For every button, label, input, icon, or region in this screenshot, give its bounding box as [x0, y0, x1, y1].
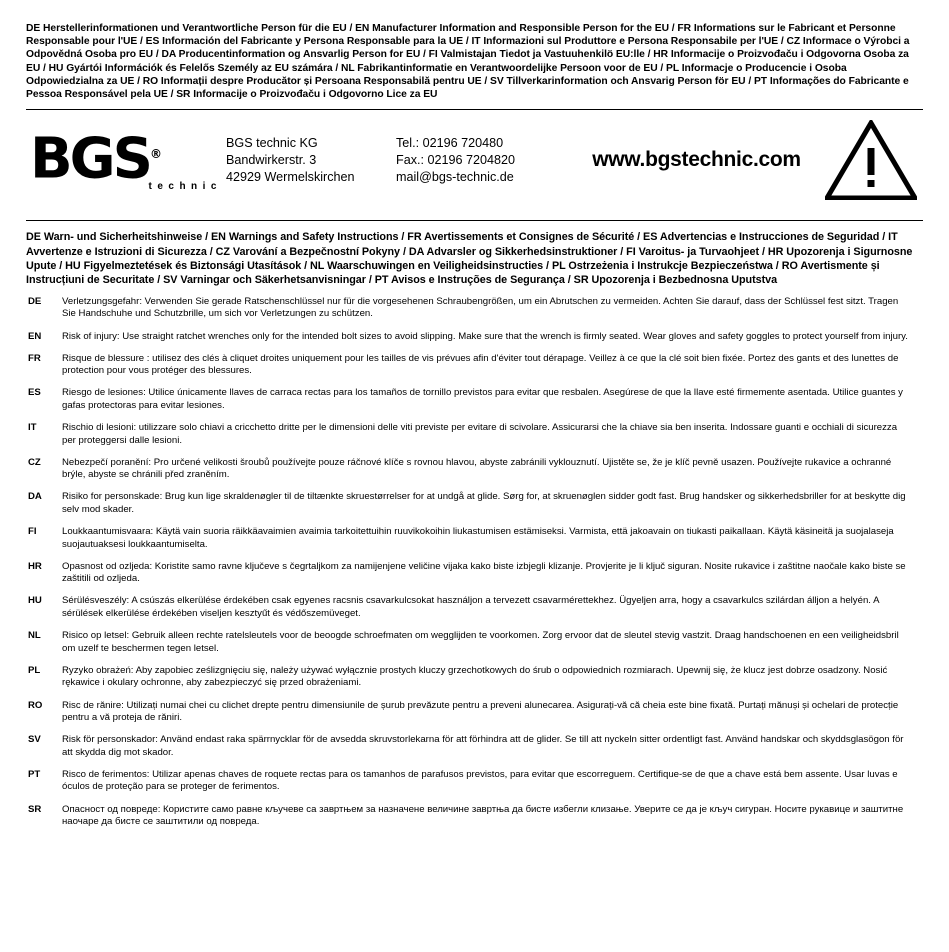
instruction-text: Nebezpečí poranění: Pro určené velikosti šroubů používejte pouze ráčnové klíče s rovnou hlavou, abyste zabránili vyklouznutí. Ujistěte se, že je klíč pevně usazen. Používejte rukavice a ochranné brýle, abyste se chránili před zraněním.: [62, 456, 892, 481]
company-address: [226, 135, 396, 186]
instruction-row: [26, 769, 923, 794]
instruction-language-code: ES: [28, 387, 41, 399]
instruction-row: [26, 561, 923, 586]
instruction-text: Risk för personskador: Använd endast raka spärrnycklar för de avsedda skruvstorlekarna för att förhindra att de glider. Se till att nyckeln sitter ordentligt fast. Använd handskar och skyddsglasögon för att skydda dig mot skador.: [62, 734, 904, 758]
instruction-language-code: FI: [28, 526, 37, 538]
instruction-language-code: PL: [28, 664, 41, 676]
bgs-logo: [26, 126, 226, 192]
instruction-language-code: EN: [28, 330, 42, 342]
instruction-row: [26, 700, 923, 725]
instruction-text: Опасност од повреде: Користите само равне кључеве са завртњем за назначене величине завртња да бисте избегли клизање. Уверите се да је кључ сигуран. Носите рукавице и заштитне наочаре да бисте се заштитили од повреда.: [62, 803, 904, 828]
instruction-language-code: SR: [28, 803, 42, 815]
instruction-language-code: CZ: [28, 456, 41, 468]
instructions-list: [26, 288, 923, 829]
instruction-text: Ryzyko obrażeń: Aby zapobiec ześlizgnięciu się, należy używać wyłącznie prostych kluczy grzechotkowych do śrub o odpowiednich rozmiarach. Upewnij się, że klucz jest dobrze osadzony. Nosić rękawice i okulary ochronne, aby zabezpieczyć się przed obrażeniami.: [62, 664, 888, 689]
instruction-text: Loukkaantumisvaara: Käytä vain suoria räikkäavaimien avaimia tarkoitettuihin ruuvikokoihin liukastumisen estämiseksi. Varmista, että jakoavain on tiukasti paikallaan. Käytä käsineitä ja suojalaseja suojautuaksesi loukkaantumiselta.: [62, 526, 894, 550]
instruction-language-code: RO: [28, 699, 43, 711]
instruction-row: [26, 665, 923, 690]
instruction-text: Risico op letsel: Gebruik alleen rechte ratelsleutels voor de beoogde schroefmaten om wegglijden te voorkomen. Zorg ervoor dat de sleutel stevig vastzit. Draag handschoenen en een veiligheidsbril om uzelf te beschermen tegen letsel.: [62, 630, 899, 654]
logo-text: BGS: [30, 126, 150, 192]
instruction-row: [26, 491, 923, 516]
instruction-row: [26, 526, 923, 551]
instruction-language-code: PT: [28, 768, 41, 780]
instruction-row: [26, 353, 923, 378]
instruction-row: [26, 331, 923, 344]
warnings-heading: DE Warn- und Sicherheitshinweise / EN Warnings and Safety Instructions / FR Avertissements et Consignes de Sécurité / ES Advertencias e Instrucciones de Seguridad / IT Avvertenze e Istruzioni di Sicurezza / CZ Varování a Bezpečnostní Pokyny / DA Advarsler og Sikkerhedsinstruktioner / FI Varoitus- ja Turvaohjeet / HR Upozorenja i Sigurnosne Upute / HU Figyelmeztetések és Biztonsági Utasítások / NL Waarschuwingen en Veiligheidsinstructies / PL Ostrzeżenia i Instrukcje Bezpieczeństwa / RO Avertismente și Instrucțiuni de Securitate / SV Varningar och Säkerhetsanvisningar / PT Avisos e Instruções de Segurança / SR Upozorenja i Bezbednosna Uputstva: [26, 231, 913, 287]
instruction-language-code: DA: [28, 491, 42, 503]
instruction-language-code: DE: [28, 295, 42, 307]
warning-triangle-icon: [825, 120, 917, 200]
instruction-text: Risk of injury: Use straight ratchet wrenches only for the intended bolt sizes to avoid slipping. Make sure that the wrench is firmly seated. Wear gloves and safety goggles to protect yourself from injury.: [62, 330, 908, 342]
instruction-row: [26, 457, 923, 482]
company-info-band: [26, 110, 923, 212]
instruction-row: [26, 804, 923, 829]
company-email[interactable]: mail@bgs-technic.de: [396, 169, 514, 184]
instruction-row: [26, 387, 923, 412]
instruction-language-code: FR: [28, 352, 41, 364]
instruction-language-code: NL: [28, 630, 41, 642]
instruction-text: Rischio di lesioni: utilizzare solo chiavi a cricchetto dritte per le dimensioni delle viti previste per evitare di scivolare. Assicurarsi che la chiave sia ben inserita. Indossare guanti e occhiali di sicurezza per proteggersi dalle lesioni.: [62, 422, 898, 446]
instruction-text: Riesgo de lesiones: Utilice únicamente llaves de carraca rectas para los tamaños de tornillo previstos para evitar que resbalen. Asegúrese de que la llave esté firmemente asentada. Utilice guantes y gafas protectoras para evitar lesiones.: [62, 387, 903, 411]
instruction-language-code: SV: [28, 734, 41, 746]
instruction-text: Risc de rănire: Utilizați numai chei cu clichet drepte pentru dimensiunile de șurub prevăzute pentru a preveni alunecarea. Asigurați-vă că cheia este bine fixată. Purtați mănuși și ochelari de protecție pentru a vă proteja de răniri.: [62, 699, 899, 724]
warning-triangle-container: [807, 120, 923, 200]
instruction-row: [26, 422, 923, 447]
instruction-row: [26, 630, 923, 655]
instruction-language-code: HU: [28, 595, 42, 607]
instruction-text: Opasnost od ozljeda: Koristite samo ravne ključeve s čegrtaljkom za namijenjene veličine vijaka kako biste izbjegli klizanje. Provjerite je li ključ siguran. Nosite rukavice i zaštitne naočale kako biste se zaštitili od ozljeda.: [62, 560, 906, 585]
company-telephone: Tel.: 02196 720480: [396, 135, 504, 150]
instruction-row: [26, 296, 923, 321]
instruction-text: Risco de ferimentos: Utilizar apenas chaves de roquete rectas para os tamanhos de parafusos previstos, para evitar que escorreguem. Certifique-se de que a chave está bem assente. Usar luvas e óculos de proteção para se proteger de ferimentos.: [62, 768, 898, 793]
instruction-text: Risque de blessure : utilisez des clés à cliquet droites uniquement pour les tailles de vis prévues afin d'éviter tout dérapage. Veillez à ce que la clé soit bien fixée. Portez des gants et des lunettes de protection pour vous protéger des blessures.: [62, 352, 899, 377]
instruction-language-code: IT: [28, 422, 37, 433]
instruction-text: Risiko for personskade: Brug kun lige skraldenøgler til de tiltænkte skruestørrelser for at undgå at glide. Sørg for, at skruenøglen sidder godt fast. Brug handsker og sikkerhedsbriller for at beskytte dig selv mod skader.: [62, 491, 906, 515]
company-street: Bandwirkerstr. 3: [226, 152, 317, 167]
company-website[interactable]: www.bgstechnic.com: [592, 148, 801, 172]
instruction-row: [26, 734, 923, 759]
company-contact: [396, 135, 586, 186]
instruction-row: [26, 595, 923, 620]
logo-wordmark: [30, 126, 162, 192]
company-fax: Fax.: 02196 7204820: [396, 152, 516, 167]
registered-trademark-icon: ®: [149, 146, 162, 161]
instruction-text: Verletzungsgefahr: Verwenden Sie gerade Ratschenschlüssel nur für die vorgesehenen Schraubengrößen, um ein Abrutschen zu vermeiden. Achten Sie darauf, dass der Schlüssel fest sitzt. Tragen Sie Handschuhe und Schutzbrille, um sich vor Verletzungen zu schützen.: [62, 295, 899, 320]
manufacturer-info-heading: DE Herstellerinformationen und Verantwortliche Person für die EU / EN Manufacturer Information and Responsible Person for the EU / FR Informations sur le Fabricant et Personne Responsable pour l'UE / ES Información del Fabricante y Persona Responsable para la UE / IT Informazioni sul Produttore e Persona Responsabile per l'UE / CZ Informace o Výrobci a Odpovědná Osoba pro EU / DA Producentinformation og Ansvarlig Person for EU / FI Valmistajan Tiedot ja Vastuuhenkilö EU:lle / HR Informacije o Proizvođaču i Odgovorna Osoba za EU / HU Gyártói Információk és Felelős Személy az EU számára / NL Fabrikantinformatie en Verantwoordelijke Persoon voor de EU / PL Informacje o Producencie i Osoba Odpowiedzialna za UE / RO Informații despre Producător și Persoana Responsabilă pentru UE / SV Tillverkarinformation och Ansvarig Person för EU / PT Informações do Fabricante e Pessoa Responsável pela UE / SR Informacije o Proizvođaču i Odgovorno Lice za EU: [26, 23, 910, 101]
logo-subtitle: technic: [148, 180, 222, 192]
company-city: 42929 Wermelskirchen: [226, 169, 355, 184]
instruction-text: Sérülésveszély: A csúszás elkerülése érdekében csak egyenes racsnis csavarkulcsokat használjon a tervezett csavarmérettekhez. Ügyeljen arra, hogy a csavarkulcs szilárdan álljon a helyén. A sérülések elkerülése érdekében viseljen kesztyűt és védőszemüveget.: [62, 595, 879, 620]
instruction-language-code: HR: [28, 560, 42, 572]
company-name: BGS technic KG: [226, 135, 318, 150]
